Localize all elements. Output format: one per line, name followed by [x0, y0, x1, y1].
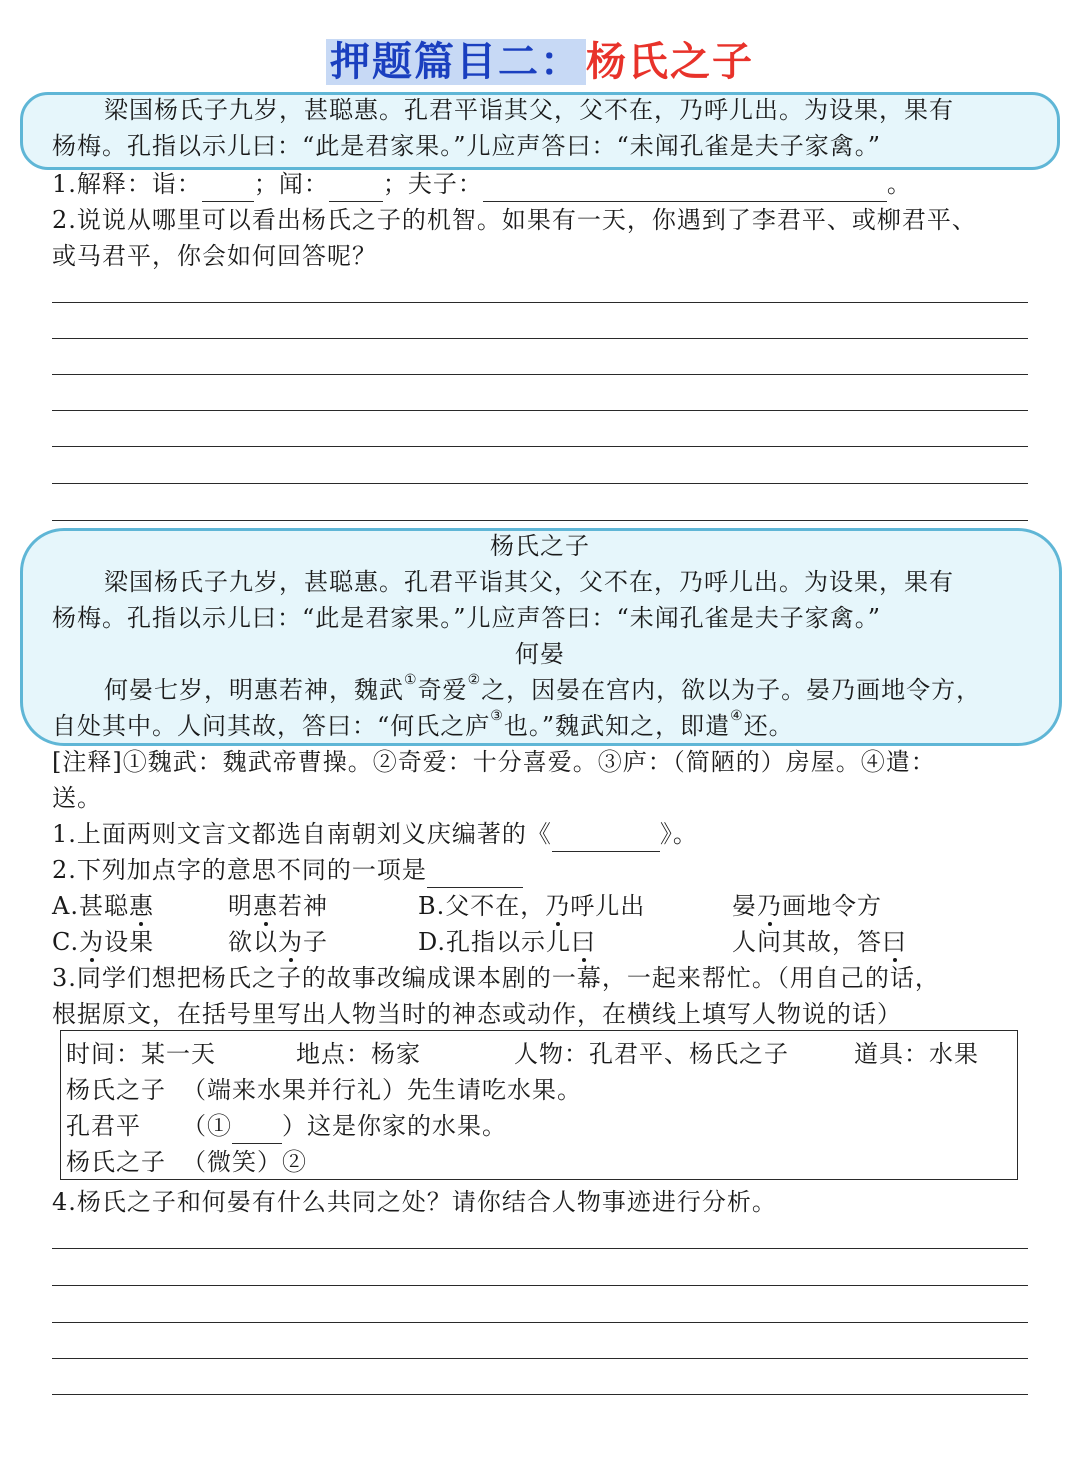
option-a-2 [228, 888, 328, 924]
blank-book-title[interactable] [552, 825, 660, 852]
option-c-1 [52, 924, 154, 960]
option-label: D. [418, 928, 447, 956]
s2q1-end: 》。 [659, 820, 698, 848]
option-text: 欲以 [228, 928, 278, 956]
q1-end: 。 [886, 170, 912, 198]
passage2-line4 [52, 708, 794, 744]
s2-question-3-line1: 3.同学们想把杨氏之子的故事改编成课本剧的一幕，一起来帮忙。（用自己的话， [52, 964, 940, 992]
notes-line1: [注释]①魏武：魏武帝曹操。②奇爱：十分喜爱。③庐：（简陋的）房屋。④遣： [52, 748, 936, 776]
answer-line[interactable] [52, 483, 1028, 484]
option-text: 画地令方 [782, 892, 882, 920]
s2q2-stem: 2.下列加点字的意思不同的一项是 [52, 856, 427, 884]
option-text: 设果 [104, 928, 155, 956]
script-people: 人物：孔君平、杨氏之子 [514, 1040, 789, 1068]
s2q1-text: 1.上面两则文言文都选自南朝刘义庆编著的《 [52, 820, 552, 848]
option-text: 父不在， [445, 892, 546, 920]
option-text: 孔指以示儿 [446, 928, 572, 956]
s2-question-2 [52, 852, 523, 888]
option-text: 晏 [732, 892, 757, 920]
footnote-mark: ④ [730, 708, 744, 724]
passage2-line3 [52, 672, 981, 708]
script-row-1 [66, 1072, 582, 1108]
script-line: （① [182, 1112, 232, 1140]
dotted-char: 惠 [128, 892, 154, 920]
title-prefix: 押题篇目二： [326, 39, 586, 85]
option-d-1 [418, 924, 596, 960]
option-label: A. [52, 892, 79, 920]
answer-line[interactable] [52, 1322, 1028, 1323]
script-row-2 [66, 1108, 507, 1144]
option-label: C. [52, 928, 80, 956]
blank-dialogue[interactable] [307, 1153, 795, 1180]
passage2-line1: 梁国杨氏子九岁，甚聪惠。孔君平诣其父，父不在，乃呼儿出。为设果，果有 [104, 568, 954, 596]
dotted-char: 曰 [571, 928, 597, 956]
q1-sep1: ；闻： [253, 170, 329, 198]
character-name: 杨氏之子 [66, 1076, 166, 1104]
question-2-line1: 2.说说从哪里可以看出杨氏之子的机智。如果有一天，你遇到了李君平、或柳君平、 [52, 206, 977, 234]
blank-wen[interactable] [329, 175, 383, 202]
heyan-text: 也。”魏武知之，即遣 [503, 712, 731, 740]
script-line: ）这是你家的水果。 [282, 1112, 507, 1140]
answer-line[interactable] [52, 1394, 1028, 1395]
option-text: 子 [303, 928, 328, 956]
passage1-line2: 杨梅。孔指以示儿曰：“此是君家果。”儿应声答曰：“未闻孔雀是夫子家禽。” [52, 132, 882, 160]
q1-sep2: ；夫子： [382, 170, 483, 198]
heyan-text: 之，因晏在宫内，欲以为子。晏乃画地令方， [481, 676, 982, 704]
option-b-2 [732, 888, 882, 924]
option-b-1 [418, 888, 645, 924]
answer-line[interactable] [52, 338, 1028, 339]
answer-line[interactable] [52, 302, 1028, 303]
script-line: （端来水果并行礼）先生请吃水果。 [182, 1076, 582, 1104]
heyan-text: 自处其中。人问其故，答曰：“何氏之庐 [52, 712, 491, 740]
blank-yi[interactable] [202, 175, 254, 202]
option-text: 呼儿出 [570, 892, 646, 920]
heyan-text: 奇爱 [417, 676, 468, 704]
answer-line[interactable] [52, 1248, 1028, 1249]
script-row-3 [66, 1144, 795, 1180]
option-text: 若神 [278, 892, 328, 920]
dotted-char: 为 [278, 928, 303, 956]
answer-line[interactable] [52, 374, 1028, 375]
page-title [0, 34, 1080, 90]
answer-line[interactable] [52, 446, 1028, 447]
passage1-line1: 梁国杨氏子九岁，甚聪惠。孔君平诣其父，父不在，乃呼儿出。为设果，果有 [104, 96, 954, 124]
option-c-2 [228, 924, 328, 960]
answer-line[interactable] [52, 1358, 1028, 1359]
blank-choice[interactable] [427, 861, 523, 888]
script-props: 道具：水果 [854, 1040, 979, 1068]
option-d-2 [732, 924, 907, 960]
footnote-mark: ③ [490, 708, 504, 724]
footnote-mark: ① [404, 672, 418, 688]
question-2-line2: 或马君平，你会如何回答呢？ [52, 242, 377, 270]
dotted-char: 为 [79, 928, 105, 956]
blank-expression[interactable] [232, 1117, 282, 1144]
dotted-char: 乃 [545, 892, 571, 920]
answer-line[interactable] [52, 410, 1028, 411]
blank-fuzi[interactable] [483, 175, 887, 202]
passage2-title-yang: 杨氏之子 [490, 532, 590, 560]
option-a-1 [52, 888, 154, 924]
title-main: 杨氏之子 [586, 39, 754, 85]
s2-question-3-line2: 根据原文，在括号里写出人物当时的神态或动作，在横线上填写人物说的话） [52, 1000, 902, 1028]
question-1 [52, 166, 912, 202]
answer-line[interactable] [52, 520, 1028, 521]
character-name: 杨氏之子 [66, 1148, 166, 1176]
option-text: 明 [228, 892, 253, 920]
s2-question-4: 4.杨氏之子和何晏有什么共同之处？请你结合人物事迹进行分析。 [52, 1188, 777, 1216]
heyan-text: 还。 [743, 712, 794, 740]
heyan-text: 何晏七岁，明惠若神，魏武 [104, 676, 404, 704]
script-place: 地点：杨家 [296, 1040, 421, 1068]
footnote-mark: ② [467, 672, 482, 688]
character-name: 孔君平 [66, 1112, 141, 1140]
script-line: （微笑）② [182, 1148, 307, 1176]
passage2-line2: 杨梅。孔指以示儿曰：“此是君家果。”儿应声答曰：“未闻孔雀是夫子家禽。” [52, 604, 882, 632]
script-time: 时间：某一天 [66, 1040, 216, 1068]
option-text: 甚聪 [78, 892, 129, 920]
option-text: 人问其故，答 [732, 928, 882, 956]
passage2-title-heyan: 何晏 [515, 640, 565, 668]
dotted-char: 惠 [253, 892, 278, 920]
q1-label: 1.解释：诣： [52, 170, 202, 198]
option-label: B. [418, 892, 446, 920]
dotted-char: 曰 [882, 928, 907, 956]
answer-line[interactable] [52, 1285, 1028, 1286]
dotted-char: 乃 [757, 892, 782, 920]
notes-line2: 送。 [52, 784, 102, 812]
s2-question-1 [52, 816, 698, 852]
